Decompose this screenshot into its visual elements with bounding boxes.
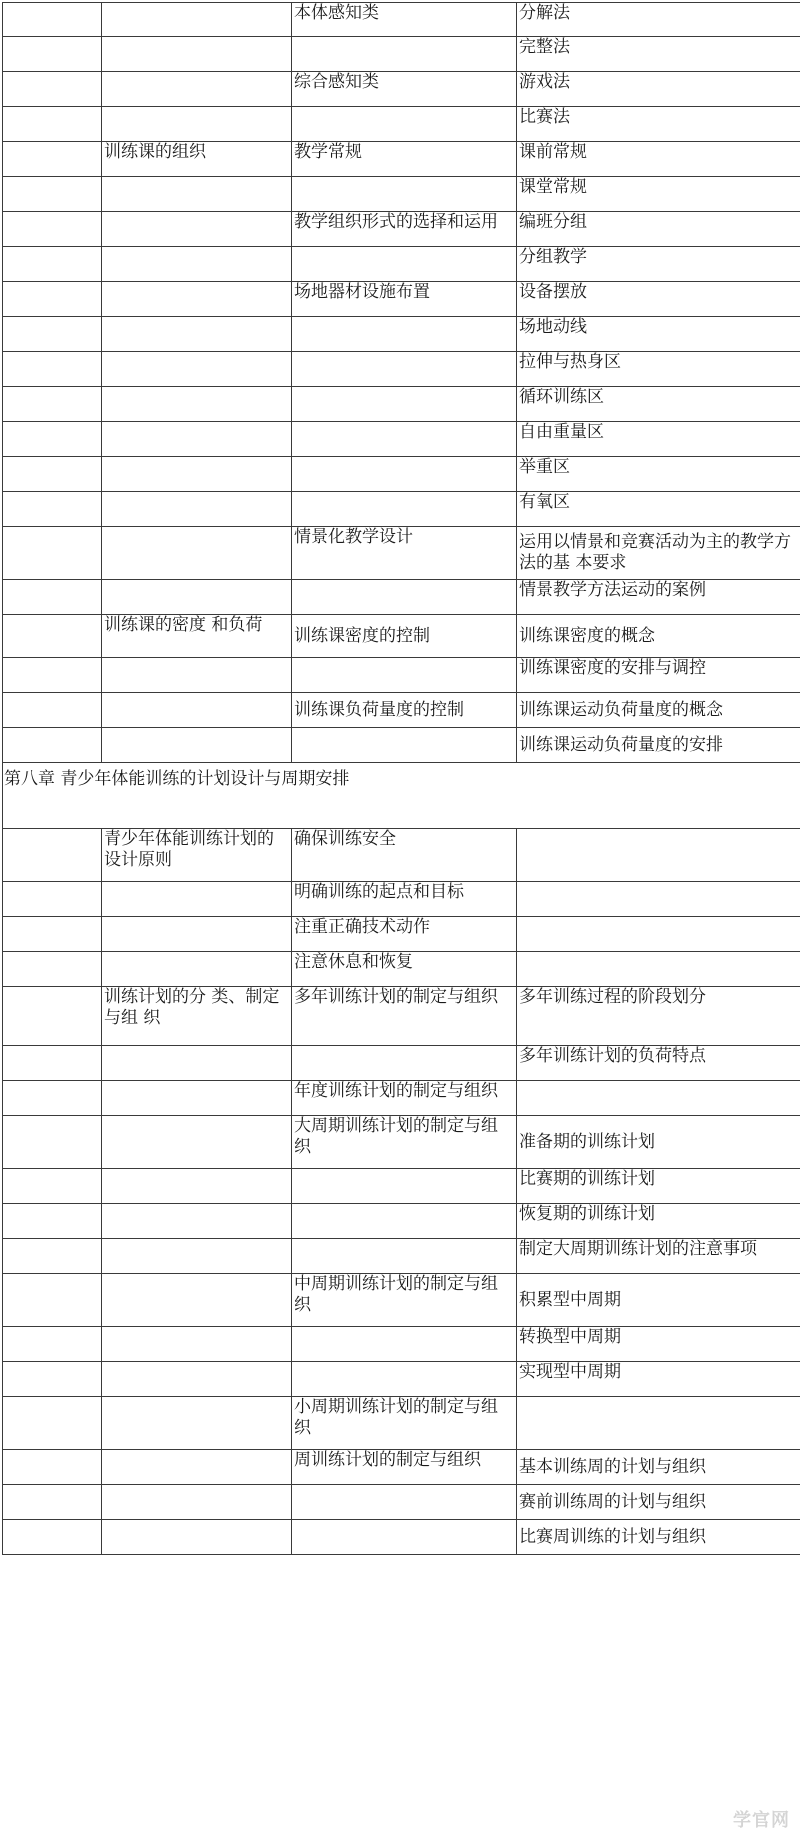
detail-cell: 分组教学 [517, 247, 800, 282]
subtopic-cell [292, 1046, 517, 1081]
topic-cell [102, 1081, 292, 1116]
detail-cell [517, 882, 800, 917]
col1-cell [3, 829, 102, 882]
chapter-row [3, 763, 800, 829]
col1-cell [3, 1520, 102, 1555]
detail-cell: 情景教学方法运动的案例 [517, 580, 800, 615]
col1-cell [3, 247, 102, 282]
table-row [3, 282, 800, 317]
topic-cell [102, 247, 292, 282]
topic-cell: 青少年体能训练计划的设计原则 [102, 829, 292, 882]
detail-cell [517, 829, 800, 882]
topic-cell [102, 1520, 292, 1555]
col1-cell [3, 658, 102, 693]
col1-cell [3, 1239, 102, 1274]
subtopic-cell [292, 352, 517, 387]
detail-cell: 场地动线 [517, 317, 800, 352]
topic-cell [102, 72, 292, 107]
topic-cell [102, 1362, 292, 1397]
subtopic-cell [292, 422, 517, 457]
subtopic-cell [292, 107, 517, 142]
subtopic-cell: 教学组织形式的选择和运用 [292, 212, 517, 247]
detail-cell: 循环训练区 [517, 387, 800, 422]
table-row [3, 107, 800, 142]
col1-cell [3, 882, 102, 917]
table-row [3, 658, 800, 693]
subtopic-cell: 综合感知类 [292, 72, 517, 107]
topic-cell [102, 728, 292, 763]
detail-cell: 积累型中周期 [517, 1274, 800, 1327]
col1-cell [3, 1485, 102, 1520]
col1-cell [3, 352, 102, 387]
detail-cell: 分解法 [517, 3, 800, 37]
topic-cell [102, 1046, 292, 1081]
table-row [3, 1116, 800, 1169]
topic-cell: 训练课的密度 和负荷 [102, 615, 292, 658]
subtopic-cell: 训练课密度的控制 [292, 615, 517, 658]
col1-cell [3, 952, 102, 987]
topic-cell [102, 352, 292, 387]
table-row [3, 580, 800, 615]
col1-cell [3, 728, 102, 763]
detail-cell: 训练课运动负荷量度的安排 [517, 728, 800, 763]
table-row [3, 177, 800, 212]
subtopic-cell: 确保训练安全 [292, 829, 517, 882]
detail-cell [517, 1081, 800, 1116]
detail-cell: 制定大周期训练计划的注意事项 [517, 1239, 800, 1274]
chapter-heading: 第八章 青少年体能训练的计划设计与周期安排 [3, 763, 800, 829]
table-row [3, 1450, 800, 1485]
topic-cell [102, 492, 292, 527]
col1-cell [3, 212, 102, 247]
subtopic-cell: 情景化教学设计 [292, 527, 517, 580]
subtopic-cell: 中周期训练计划的制定与组织 [292, 1274, 517, 1327]
subtopic-cell [292, 728, 517, 763]
table-row [3, 1239, 800, 1274]
table-row [3, 1397, 800, 1450]
table-row [3, 247, 800, 282]
subtopic-cell: 小周期训练计划的制定与组织 [292, 1397, 517, 1450]
detail-cell: 训练课密度的安排与调控 [517, 658, 800, 693]
table-row [3, 1327, 800, 1362]
subtopic-cell [292, 580, 517, 615]
subtopic-cell [292, 1485, 517, 1520]
topic-cell [102, 917, 292, 952]
table-row [3, 492, 800, 527]
table-row [3, 527, 800, 580]
detail-cell: 游戏法 [517, 72, 800, 107]
col1-cell [3, 1046, 102, 1081]
table-row [3, 728, 800, 763]
detail-cell: 基本训练周的计划与组织 [517, 1450, 800, 1485]
subtopic-cell: 训练课负荷量度的控制 [292, 693, 517, 728]
topic-cell [102, 282, 292, 317]
col1-cell [3, 3, 102, 37]
subtopic-cell [292, 1169, 517, 1204]
table-row [3, 352, 800, 387]
detail-cell [517, 1397, 800, 1450]
topic-cell [102, 580, 292, 615]
topic-cell: 训练课的组织 [102, 142, 292, 177]
topic-cell [102, 3, 292, 37]
topic-cell [102, 882, 292, 917]
col1-cell [3, 37, 102, 72]
topic-cell [102, 1239, 292, 1274]
table-row [3, 1081, 800, 1116]
subtopic-cell: 年度训练计划的制定与组织 [292, 1081, 517, 1116]
col1-cell [3, 1204, 102, 1239]
topic-cell [102, 107, 292, 142]
table-row [3, 1485, 800, 1520]
col1-cell [3, 107, 102, 142]
topic-cell: 训练计划的分 类、制定与组 织 [102, 987, 292, 1046]
subtopic-cell: 场地器材设施布置 [292, 282, 517, 317]
subtopic-cell [292, 247, 517, 282]
table-row [3, 615, 800, 658]
col1-cell [3, 422, 102, 457]
detail-cell: 拉伸与热身区 [517, 352, 800, 387]
subtopic-cell: 明确训练的起点和目标 [292, 882, 517, 917]
curriculum-table [2, 2, 800, 1555]
col1-cell [3, 387, 102, 422]
col1-cell [3, 1116, 102, 1169]
detail-cell: 课前常规 [517, 142, 800, 177]
subtopic-cell [292, 317, 517, 352]
detail-cell: 训练课密度的概念 [517, 615, 800, 658]
detail-cell: 课堂常规 [517, 177, 800, 212]
topic-cell [102, 37, 292, 72]
detail-cell: 举重区 [517, 457, 800, 492]
subtopic-cell: 本体感知类 [292, 3, 517, 37]
table-row [3, 693, 800, 728]
table-row [3, 3, 800, 37]
col1-cell [3, 492, 102, 527]
table-row [3, 1274, 800, 1327]
col1-cell [3, 317, 102, 352]
detail-cell [517, 952, 800, 987]
col1-cell [3, 580, 102, 615]
topic-cell [102, 1397, 292, 1450]
subtopic-cell [292, 1520, 517, 1555]
detail-cell: 完整法 [517, 37, 800, 72]
col1-cell [3, 615, 102, 658]
subtopic-cell [292, 177, 517, 212]
col1-cell [3, 457, 102, 492]
col1-cell [3, 1362, 102, 1397]
col1-cell [3, 282, 102, 317]
table-row [3, 1520, 800, 1555]
subtopic-cell [292, 1327, 517, 1362]
detail-cell: 比赛法 [517, 107, 800, 142]
topic-cell [102, 1169, 292, 1204]
subtopic-cell [292, 1239, 517, 1274]
subtopic-cell [292, 1362, 517, 1397]
table-row [3, 1046, 800, 1081]
detail-cell: 训练课运动负荷量度的概念 [517, 693, 800, 728]
detail-cell: 转换型中周期 [517, 1327, 800, 1362]
topic-cell [102, 1327, 292, 1362]
detail-cell: 准备期的训练计划 [517, 1116, 800, 1169]
subtopic-cell: 注重正确技术动作 [292, 917, 517, 952]
table-row [3, 387, 800, 422]
detail-cell: 有氧区 [517, 492, 800, 527]
topic-cell [102, 1485, 292, 1520]
topic-cell [102, 1116, 292, 1169]
table-row [3, 212, 800, 247]
detail-cell: 比赛周训练的计划与组织 [517, 1520, 800, 1555]
col1-cell [3, 693, 102, 728]
col1-cell [3, 527, 102, 580]
table-row [3, 1169, 800, 1204]
col1-cell [3, 917, 102, 952]
topic-cell [102, 317, 292, 352]
detail-cell [517, 917, 800, 952]
table-body [3, 3, 800, 1555]
subtopic-cell [292, 1204, 517, 1239]
detail-cell: 比赛期的训练计划 [517, 1169, 800, 1204]
col1-cell [3, 987, 102, 1046]
table-row [3, 457, 800, 492]
topic-cell [102, 1450, 292, 1485]
subtopic-cell: 大周期训练计划的制定与组织 [292, 1116, 517, 1169]
table-row [3, 917, 800, 952]
table-row [3, 422, 800, 457]
detail-cell: 编班分组 [517, 212, 800, 247]
col1-cell [3, 1397, 102, 1450]
subtopic-cell: 注意休息和恢复 [292, 952, 517, 987]
table-row [3, 72, 800, 107]
topic-cell [102, 457, 292, 492]
subtopic-cell: 教学常规 [292, 142, 517, 177]
col1-cell [3, 1081, 102, 1116]
subtopic-cell: 多年训练计划的制定与组织 [292, 987, 517, 1046]
topic-cell [102, 952, 292, 987]
col1-cell [3, 1327, 102, 1362]
detail-cell: 恢复期的训练计划 [517, 1204, 800, 1239]
topic-cell [102, 1204, 292, 1239]
detail-cell: 运用以情景和竞赛活动为主的教学方法的基 本要求 [517, 527, 800, 580]
subtopic-cell [292, 457, 517, 492]
detail-cell: 多年训练计划的负荷特点 [517, 1046, 800, 1081]
table-row [3, 987, 800, 1046]
table-row [3, 1204, 800, 1239]
col1-cell [3, 142, 102, 177]
site-watermark: 学官网 [733, 1810, 790, 1831]
subtopic-cell [292, 492, 517, 527]
detail-cell: 赛前训练周的计划与组织 [517, 1485, 800, 1520]
table-row [3, 882, 800, 917]
topic-cell [102, 177, 292, 212]
detail-cell: 设备摆放 [517, 282, 800, 317]
detail-cell: 自由重量区 [517, 422, 800, 457]
topic-cell [102, 212, 292, 247]
col1-cell [3, 1274, 102, 1327]
subtopic-cell [292, 658, 517, 693]
table-row [3, 317, 800, 352]
detail-cell: 实现型中周期 [517, 1362, 800, 1397]
col1-cell [3, 177, 102, 212]
table-row [3, 952, 800, 987]
table-row [3, 1362, 800, 1397]
col1-cell [3, 1169, 102, 1204]
topic-cell [102, 387, 292, 422]
subtopic-cell [292, 37, 517, 72]
topic-cell [102, 422, 292, 457]
detail-cell: 多年训练过程的阶段划分 [517, 987, 800, 1046]
subtopic-cell [292, 387, 517, 422]
topic-cell [102, 658, 292, 693]
table-row [3, 142, 800, 177]
topic-cell [102, 1274, 292, 1327]
col1-cell [3, 72, 102, 107]
subtopic-cell: 周训练计划的制定与组织 [292, 1450, 517, 1485]
table-row [3, 829, 800, 882]
topic-cell [102, 693, 292, 728]
table-row [3, 37, 800, 72]
topic-cell [102, 527, 292, 580]
col1-cell [3, 1450, 102, 1485]
